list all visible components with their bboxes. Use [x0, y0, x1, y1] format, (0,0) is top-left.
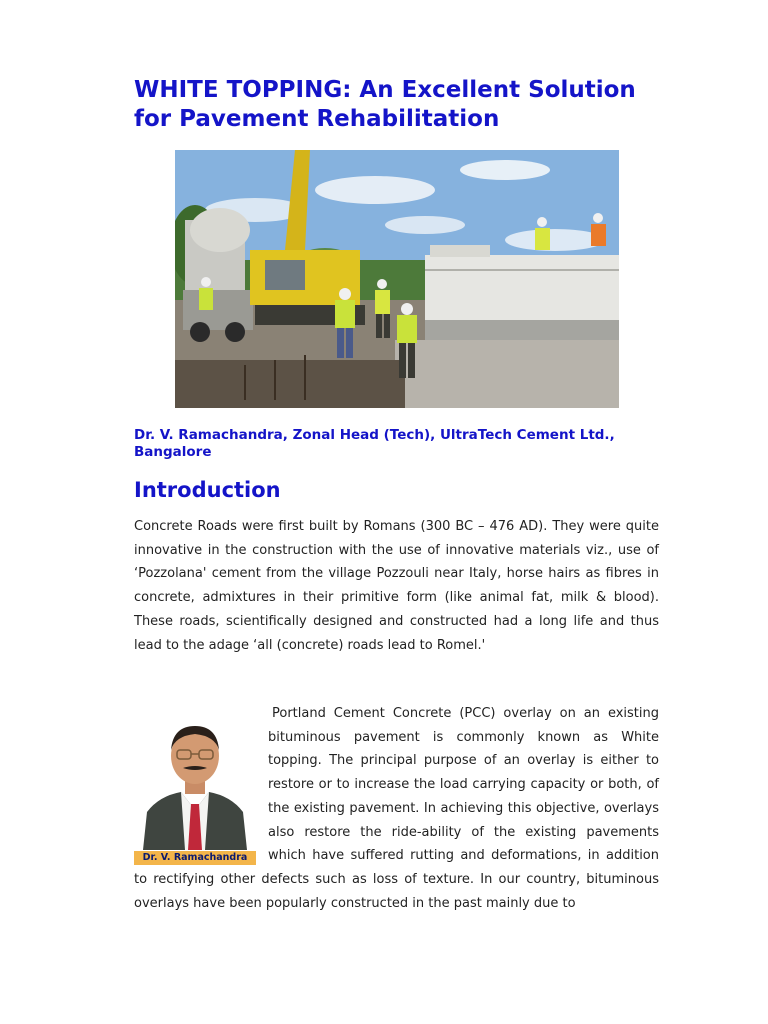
author-portrait: [134, 714, 256, 865]
article-title: WHITE TOPPING: An Excellent Solution for Pavement Rehabilitation: [134, 77, 636, 132]
section-heading-introduction: Introduction: [134, 478, 281, 502]
author-photo: [139, 714, 251, 850]
text-with-portrait: [134, 702, 659, 915]
paragraph-intro: Concrete Roads were first built by Romans (300 BC – 476 AD). They were quite innovative in the construction with the use of innovative materials viz., use of ‘Pozzolana' cement from the village Pozzouli near Italy, horse hairs as fibres in concrete, admixtures in their primitive form (like animal fat, milk & blood). These roads, scientifically designed and constructed had a long life and thus lead to the adage ‘all (concrete) roads lead to Romel.': [134, 519, 659, 653]
paragraph-whitetopping: Portland Cement Concrete (PCC) overlay on an existing bituminous pavement is commonly known as White topping. The principal purpose of an overlay is either to restore or to increase the load carrying capacity or both, of the existing pavement. In achieving this objective, overlays also restore the ride-ability of the existing pavements which have suffered rutting and deformations, in addition to rectifying other defects such as loss of texture. In our country, bituminous overlays have been popularly constructed in the past mainly due to: [134, 706, 659, 911]
author-byline: Dr. V. Ramachandra, Zonal Head (Tech), UltraTech Cement Ltd., Bangalore: [134, 427, 615, 460]
portrait-caption: Dr. V. Ramachandra: [134, 851, 256, 865]
portrait-illustration: [139, 714, 251, 850]
construction-site-illustration: [175, 150, 619, 408]
construction-site-photo: [175, 150, 619, 408]
